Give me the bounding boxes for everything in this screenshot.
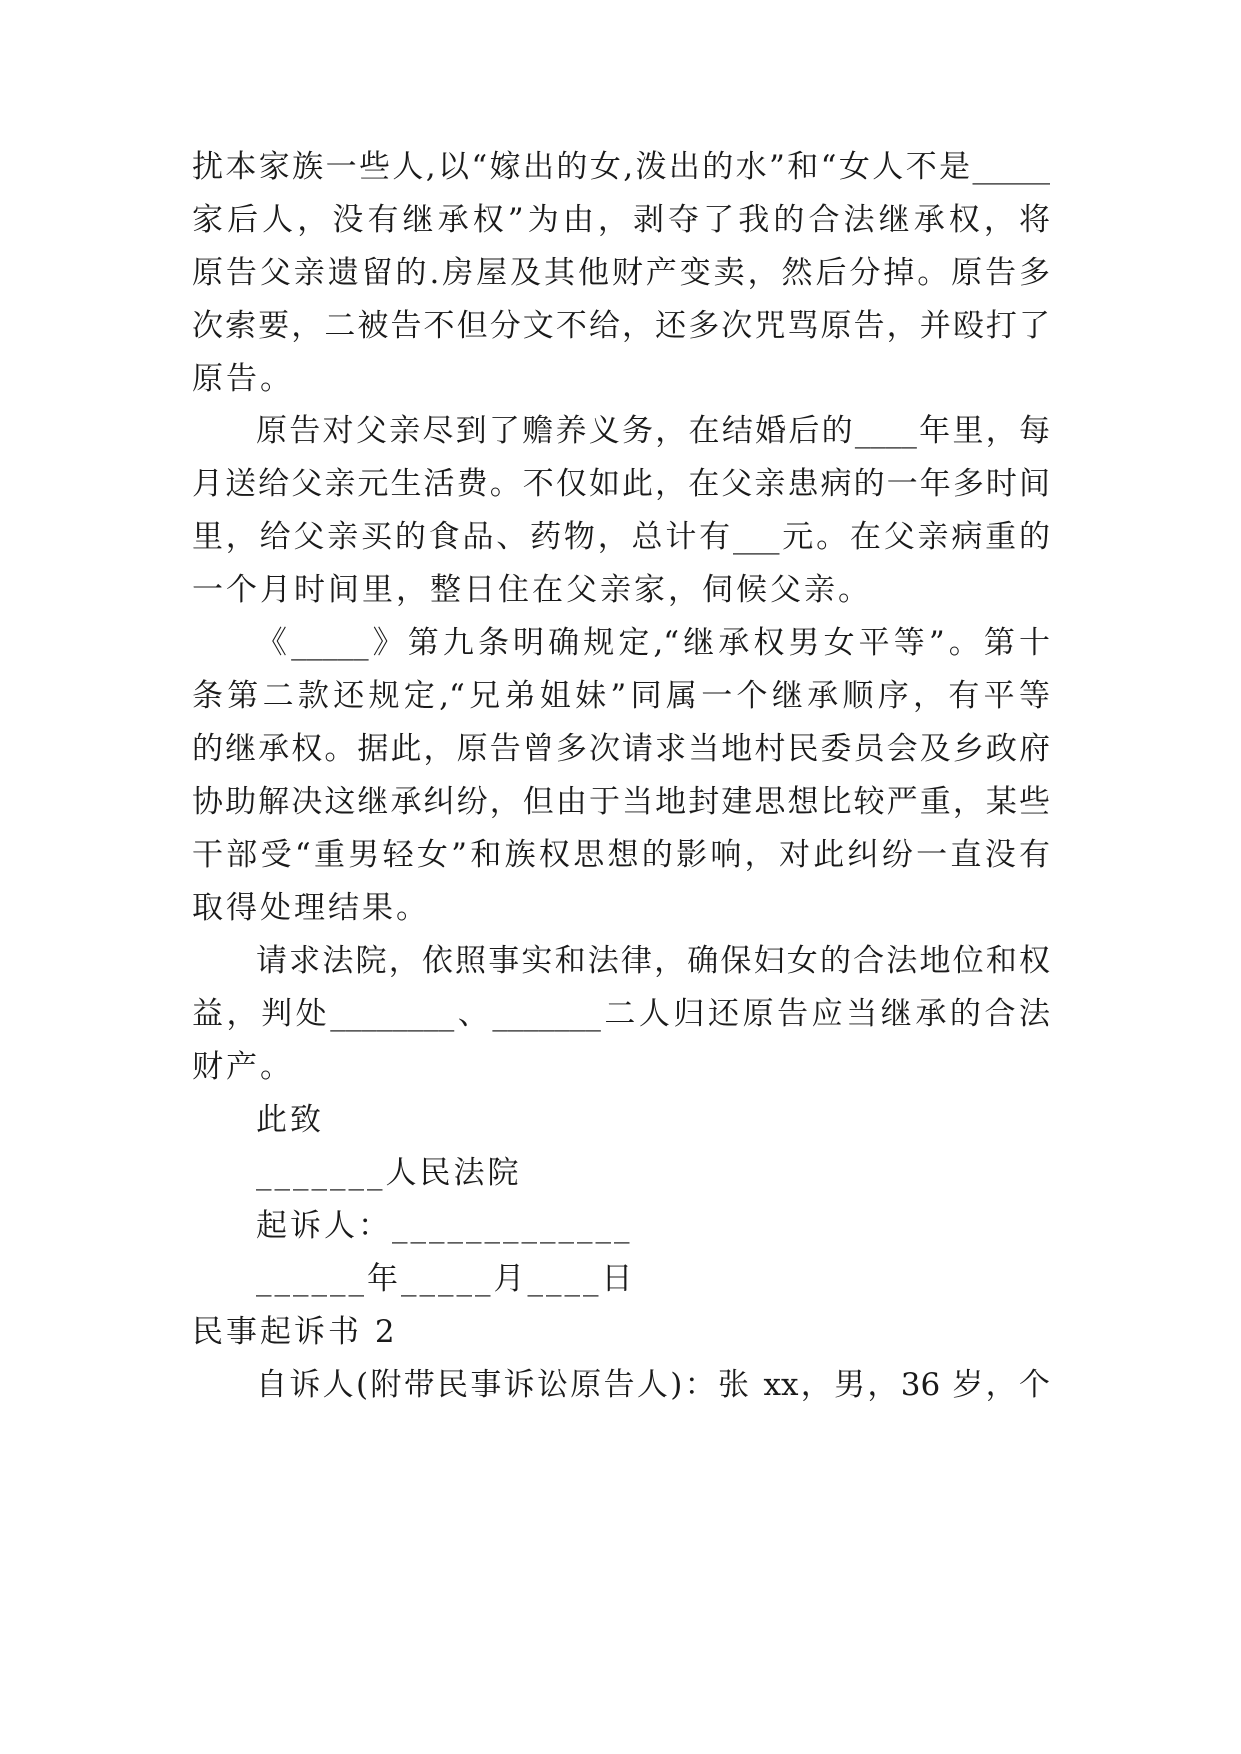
paragraph-first-line: 自诉人(附带民事诉讼原告人)：张 xx，男，36 岁，个 xyxy=(256,1367,1050,1403)
body-text-line: 财产。 xyxy=(192,1049,294,1085)
paragraph-first-line: 《_____》第九条明确规定,“继承权男女平等”。第十 xyxy=(256,625,1050,661)
body-text-line: 原告。 xyxy=(192,361,294,397)
body-text-line: 家后人，没有继承权”为由，剥夺了我的合法继承权，将 xyxy=(192,202,1050,238)
body-text-line: 扰本家族一些人,以“嫁出的女,泼出的水”和“女人不是_____ xyxy=(192,149,1050,185)
court-name-line: _______人民法院 xyxy=(256,1155,522,1191)
plaintiff-signature-line: 起诉人：_____________ xyxy=(256,1208,633,1244)
paragraph-first-line: 原告对父亲尽到了赡养义务，在结婚后的____年里，每 xyxy=(256,413,1050,449)
date-line: ______年_____月____日 xyxy=(256,1261,636,1297)
body-text-line: 月送给父亲元生活费。不仅如此，在父亲患病的一年多时间 xyxy=(192,466,1050,502)
body-text-line: 次索要，二被告不但分文不给，还多次咒骂原告，并殴打了 xyxy=(192,308,1050,344)
body-text-line: 一个月时间里，整日住在父亲家，伺候父亲。 xyxy=(192,572,872,608)
body-text-line: 里，给父亲买的食品、药物，总计有___元。在父亲病重的 xyxy=(192,519,1050,555)
body-text-line: 协助解决这继承纠纷，但由于当地封建思想比较严重，某些 xyxy=(192,784,1050,820)
salutation: 此致 xyxy=(256,1102,324,1138)
section-title: 民事起诉书 2 xyxy=(192,1314,398,1350)
body-text-line: 取得处理结果。 xyxy=(192,890,430,926)
body-text-line: 条第二款还规定,“兄弟姐妹”同属一个继承顺序，有平等 xyxy=(192,678,1050,714)
body-text-line: 干部受“重男轻女”和族权思想的影响，对此纠纷一直没有 xyxy=(192,837,1050,873)
body-text-line: 原告父亲遗留的.房屋及其他财产变卖，然后分掉。原告多 xyxy=(192,255,1050,291)
body-text-line: 益，判处________、_______二人归还原告应当继承的合法 xyxy=(192,996,1050,1032)
body-text-line: 的继承权。据此，原告曾多次请求当地村民委员会及乡政府 xyxy=(192,731,1050,767)
paragraph-first-line: 请求法院，依照事实和法律，确保妇女的合法地位和权 xyxy=(256,943,1050,979)
